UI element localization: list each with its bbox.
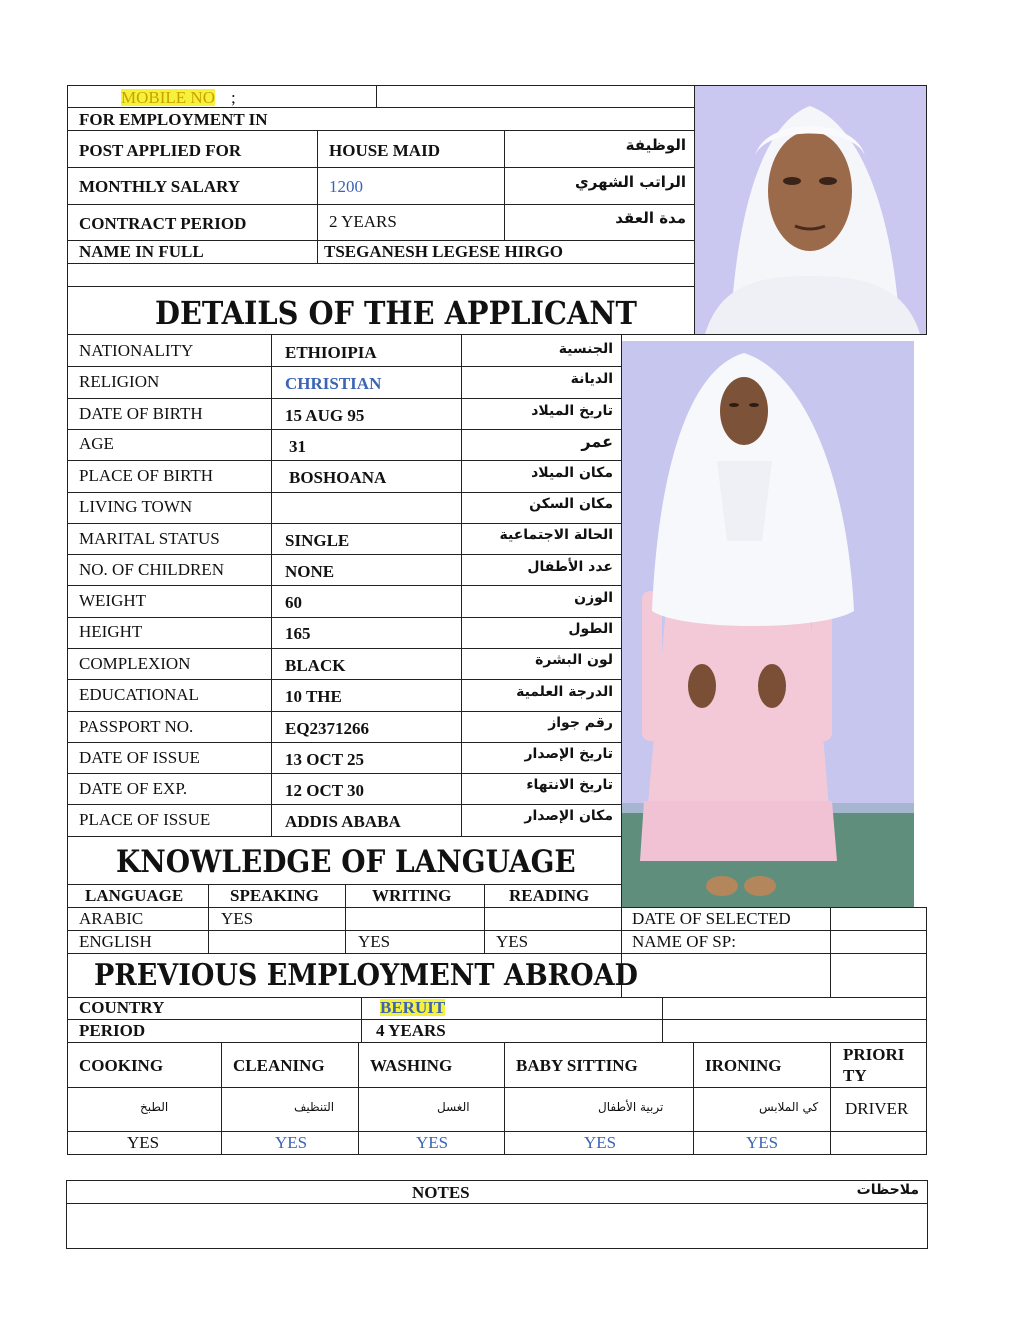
- detail-arabic-height: الطول: [568, 621, 613, 637]
- country-label: COUNTRY: [79, 998, 165, 1017]
- detail-value-educational: 10 THE: [285, 687, 342, 706]
- notes-box: [66, 1180, 928, 1249]
- name-label: NAME IN FULL: [79, 242, 204, 261]
- post-label: POST APPLIED FOR: [79, 141, 242, 160]
- detail-label-passport: PASSPORT NO.: [79, 717, 194, 736]
- detail-value-nationality: ETHIOIPIA: [285, 343, 377, 362]
- detail-arabic-passport: رقم جواز: [548, 715, 613, 731]
- detail-label-marital-status: MARITAL STATUS: [79, 529, 220, 548]
- detail-value-complexion: BLACK: [285, 656, 346, 675]
- skill-value-washing: YES: [416, 1133, 449, 1152]
- contract-value: 2 YEARS: [329, 212, 397, 231]
- skill-header-cooking: COOKING: [79, 1056, 164, 1075]
- priority-header-line2: TY: [843, 1066, 867, 1085]
- skill-value-ironing: YES: [746, 1133, 779, 1152]
- detail-label-place-of-birth: PLACE OF BIRTH: [79, 466, 214, 485]
- mobile-label: MOBILE NO: [121, 88, 215, 107]
- detail-label-religion: RELIGION: [79, 372, 160, 391]
- skill-value-cleaning: YES: [275, 1133, 308, 1152]
- mobile-separator: ;: [231, 88, 236, 107]
- skill-arabic-cooking: الطبخ: [140, 1100, 169, 1114]
- detail-value-dob: 15 AUG 95: [285, 406, 365, 425]
- skill-header-ironing: IRONING: [705, 1056, 782, 1075]
- previous-title: PREVIOUS EMPLOYMENT ABROAD: [94, 958, 638, 993]
- language-header-language: LANGUAGE: [85, 886, 184, 905]
- detail-value-religion: CHRISTIAN: [285, 374, 382, 393]
- skill-arabic-washing: الغسل: [437, 1100, 470, 1114]
- name-of-sp-label: NAME OF SP:: [632, 932, 736, 951]
- details-title: DETAILS OF THE APPLICANT: [155, 294, 637, 332]
- notes-label: NOTES: [412, 1183, 470, 1202]
- language-english-writing: YES: [358, 932, 391, 951]
- employment-in-label: FOR EMPLOYMENT IN: [79, 110, 268, 129]
- skill-arabic-baby-sitting: تربية الأطفال: [598, 1100, 664, 1114]
- salary-label: MONTHLY SALARY: [79, 177, 241, 196]
- language-arabic-speaking: YES: [221, 909, 254, 928]
- notes-arabic-label: ملاحظات: [856, 1182, 919, 1198]
- period-label: PERIOD: [79, 1021, 146, 1040]
- priority-header-line1: PRIORI: [843, 1045, 905, 1064]
- country-value: BERUIT: [380, 998, 446, 1017]
- detail-arabic-children: عدد الأطفال: [527, 559, 613, 575]
- detail-arabic-age: عمر: [581, 432, 613, 451]
- language-title: KNOWLEDGE OF LANGUAGE: [116, 844, 576, 880]
- name-value: TSEGANESH LEGESE HIRGO: [324, 242, 564, 261]
- detail-arabic-weight: الوزن: [574, 590, 613, 606]
- date-of-selected-label: DATE OF SELECTED: [632, 909, 791, 928]
- detail-label-children: NO. OF CHILDREN: [79, 560, 224, 579]
- language-row-arabic: ARABIC: [79, 909, 144, 928]
- post-arabic-label: الوظيفة: [625, 136, 686, 154]
- skill-value-baby-sitting: YES: [584, 1133, 617, 1152]
- detail-value-age: 31: [289, 437, 306, 456]
- detail-arabic-place-of-issue: مكان الإصدار: [524, 808, 613, 824]
- salary-value: 1200: [329, 177, 363, 196]
- detail-label-educational: EDUCATIONAL: [79, 685, 199, 704]
- detail-label-complexion: COMPLEXION: [79, 654, 191, 673]
- skill-arabic-ironing: كي الملابس: [759, 1100, 819, 1114]
- skill-value-cooking: YES: [127, 1133, 160, 1152]
- detail-label-date-of-exp: DATE OF EXP.: [79, 779, 188, 798]
- detail-value-height: 165: [285, 624, 311, 643]
- notes-input-area[interactable]: [67, 1204, 927, 1248]
- detail-arabic-religion: الديانة: [570, 371, 613, 387]
- detail-arabic-complexion: لون البشرة: [535, 652, 613, 668]
- detail-label-height: HEIGHT: [79, 622, 143, 641]
- detail-label-weight: WEIGHT: [79, 591, 147, 610]
- language-row-english: ENGLISH: [79, 932, 152, 951]
- language-header-reading: READING: [509, 886, 590, 905]
- detail-value-place-of-issue: ADDIS ABABA: [285, 812, 401, 831]
- detail-value-date-of-issue: 13 OCT 25: [285, 750, 365, 769]
- detail-value-place-of-birth: BOSHOANA: [289, 468, 387, 487]
- detail-arabic-dob: تاريخ الميلاد: [531, 403, 613, 419]
- detail-value-marital-status: SINGLE: [285, 531, 350, 550]
- post-value: HOUSE MAID: [329, 141, 440, 160]
- period-value: 4 YEARS: [376, 1021, 446, 1040]
- skill-header-baby-sitting: BABY SITTING: [516, 1056, 638, 1075]
- detail-label-age: AGE: [79, 434, 114, 453]
- detail-label-living-town: LIVING TOWN: [79, 497, 193, 516]
- detail-arabic-living-town: مكان السكن: [529, 496, 613, 512]
- salary-arabic-label: الراتب الشهري: [575, 173, 686, 191]
- detail-value-children: NONE: [285, 562, 335, 581]
- detail-value-date-of-exp: 12 OCT 30: [285, 781, 365, 800]
- skill-header-washing: WASHING: [370, 1056, 453, 1075]
- skill-header-cleaning: CLEANING: [233, 1056, 325, 1075]
- detail-value-weight: 60: [285, 593, 302, 612]
- detail-label-dob: DATE OF BIRTH: [79, 404, 203, 423]
- detail-arabic-nationality: الجنسية: [558, 341, 613, 357]
- contract-arabic-label: مدة العقد: [615, 209, 686, 227]
- detail-arabic-marital-status: الحالة الاجتماعية: [499, 527, 613, 543]
- detail-arabic-educational: الدرجة العلمية: [516, 684, 613, 700]
- driver-label: DRIVER: [845, 1099, 909, 1118]
- detail-label-nationality: NATIONALITY: [79, 341, 194, 360]
- language-header-speaking: SPEAKING: [230, 886, 319, 905]
- language-english-reading: YES: [496, 932, 529, 951]
- detail-arabic-date-of-exp: تاريخ الانتهاء: [526, 777, 613, 793]
- skill-arabic-cleaning: التنظيف: [294, 1100, 335, 1114]
- detail-arabic-place-of-birth: مكان الميلاد: [531, 465, 613, 481]
- detail-label-date-of-issue: DATE OF ISSUE: [79, 748, 200, 767]
- contract-label: CONTRACT PERIOD: [79, 214, 247, 233]
- language-header-writing: WRITING: [372, 886, 452, 905]
- detail-arabic-date-of-issue: تاريخ الإصدار: [524, 746, 613, 762]
- detail-label-place-of-issue: PLACE OF ISSUE: [79, 810, 211, 829]
- detail-value-passport: EQ2371266: [285, 719, 370, 738]
